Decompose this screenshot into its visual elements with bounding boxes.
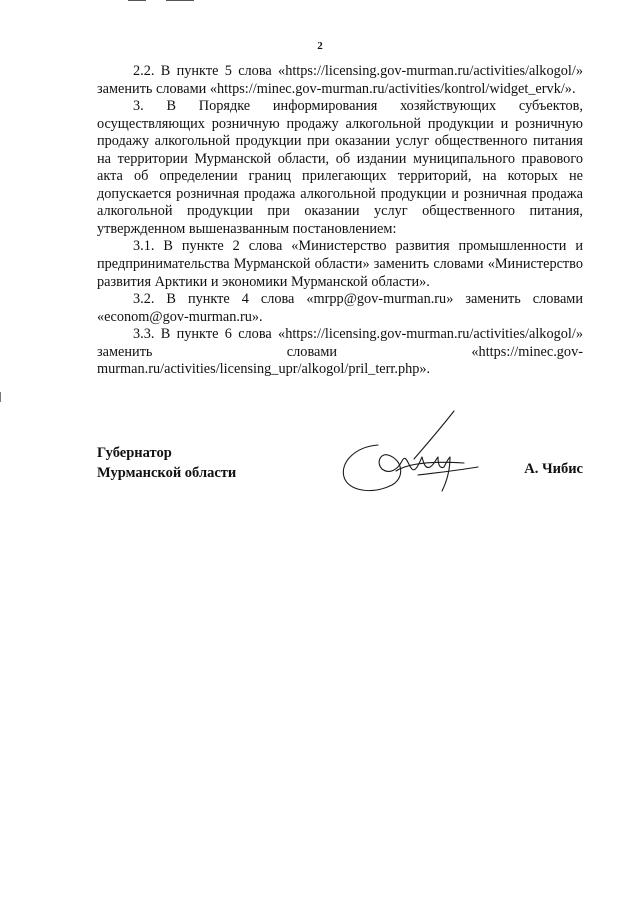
paragraph-2-2: 2.2. В пункте 5 слова «https://licensing.gov-murman.ru/activities/alkogol/» заменить словами «https://minec.gov-murman.ru/activities/kontrol/widget_ervk/».	[97, 63, 583, 97]
signatory-position-line-2: Мурманской области	[97, 465, 237, 481]
signatory-position	[97, 443, 236, 483]
handwritten-signature	[336, 405, 486, 503]
signatory-position-line-1: Губернатор	[97, 445, 172, 461]
paragraph-3: 3. В Порядке информирования хозяйствующих субъектов, осуществляющих розничную продажу алкогольной продукции и розничную продажу алкогольной продукции при оказании услуг общественного питания на территории Мурманской области, об издании муниципального правового акта об определении границ прилегающих территорий, на которых не допускается розничная продажа алкогольной продукции и розничная продажа алкогольной продукции при оказании услуг общественного питания, утвержденном вышеназванным постановлением:	[97, 98, 583, 237]
paragraph-3-2: 3.2. В пункте 4 слова «mrpp@gov-murman.ru» заменить словами «econom@gov-murman.ru».	[97, 291, 583, 325]
page-number: 2	[317, 40, 323, 52]
paragraph-3-3: 3.3. В пункте 6 слова «https://licensing.gov-murman.ru/activities/alkogol/» заменить словами «https://minec.gov-murman.ru/activities/licensing_upr/alkogol/pril_terr.php».	[97, 326, 583, 378]
paragraph-3-1: 3.1. В пункте 2 слова «Министерство развития промышленности и предпринимательства Мурманской области» заменить словами «Министерство развития Арктики и экономики Мурманской области».	[97, 238, 583, 290]
scan-artifact-left-edge	[0, 392, 1, 402]
signatory-name: А. Чибис	[524, 461, 583, 477]
document-body	[97, 63, 583, 379]
scan-artifact-top-2	[166, 0, 194, 1]
scan-artifact-top-1	[128, 0, 146, 1]
